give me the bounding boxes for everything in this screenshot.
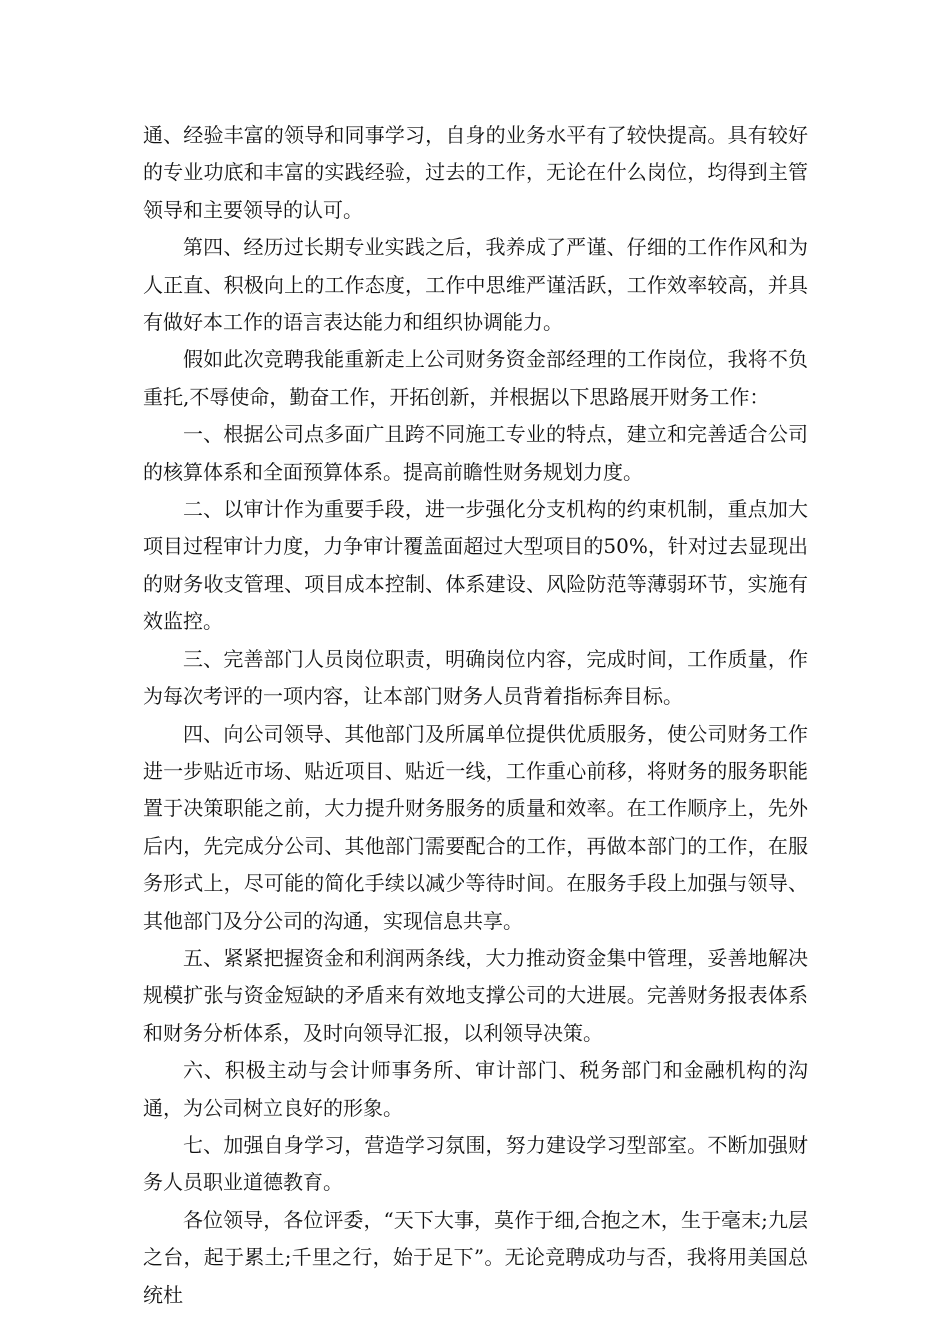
paragraph: 七、加强自身学习，营造学习氛围，努力建设学习型部室。不断加强财务人员职业道德教育。 xyxy=(143,1132,808,1195)
paragraph: 一、根据公司点多面广且跨不同施工专业的特点，建立和完善适合公司的核算体系和全面预算体系。提高前瞻性财务规划力度。 xyxy=(143,422,808,484)
paragraph: 六、积极主动与会计师事务所、审计部门、税务部门和金融机构的沟通，为公司树立良好的形象。 xyxy=(143,1058,808,1120)
paragraph: 五、紧紧把握资金和利润两条线，大力推动资金集中管理，妥善地解决规模扩张与资金短缺的矛盾来有效地支撑公司的大进展。完善财务报表体系和财务分析体系，及时向领导汇报，以利领导决策。 xyxy=(143,945,808,1045)
document-body xyxy=(143,117,808,1314)
paragraph: 第四、经历过长期专业实践之后，我养成了严谨、仔细的工作作风和为人正直、积极向上的工作态度，工作中思维严谨活跃，工作效率较高，并具有做好本工作的语言表达能力和组织协调能力。 xyxy=(143,235,808,335)
paragraph: 通、经验丰富的领导和同事学习，自身的业务水平有了较快提高。具有较好的专业功底和丰富的实践经验，过去的工作，无论在什么岗位，均得到主管领导和主要领导的认可。 xyxy=(143,123,808,222)
paragraph: 四、向公司领导、其他部门及所属单位提供优质服务，使公司财务工作进一步贴近市场、贴近项目、贴近一线，工作重心前移，将财务的服务职能置于决策职能之前，大力提升财务服务的质量和效率。在工作顺序上，先外后内，先完成分公司、其他部门需要配合的工作，再做本部门的工作，在服务形式上，尽可能的简化手续以减少等待时间。在服务手段上加强与领导、其他部门及分公司的沟通，实现信息共享。 xyxy=(143,721,808,933)
paragraph: 二、以审计作为重要手段，进一步强化分支机构的约束机制，重点加大项目过程审计力度，力争审计覆盖面超过大型项目的50%，针对过去显现出的财务收支管理、项目成本控制、体系建设、风险防范等薄弱环节，实施有效监控。 xyxy=(143,497,808,634)
paragraph: 各位领导，各位评委，“天下大事，莫作于细,合抱之木，生于毫末;九层之台，起于累土;千里之行，始于足下”。无论竞聘成功与否，我将用美国总统杜 xyxy=(143,1207,808,1307)
paragraph: 三、完善部门人员岗位职责，明确岗位内容，完成时间，工作质量，作为每次考评的一项内容，让本部门财务人员背着指标奔目标。 xyxy=(143,646,808,709)
paragraph: 假如此次竞聘我能重新走上公司财务资金部经理的工作岗位，我将不负重托,不辱使命，勤奋工作，开拓创新，并根据以下思路展开财务工作： xyxy=(143,347,808,409)
